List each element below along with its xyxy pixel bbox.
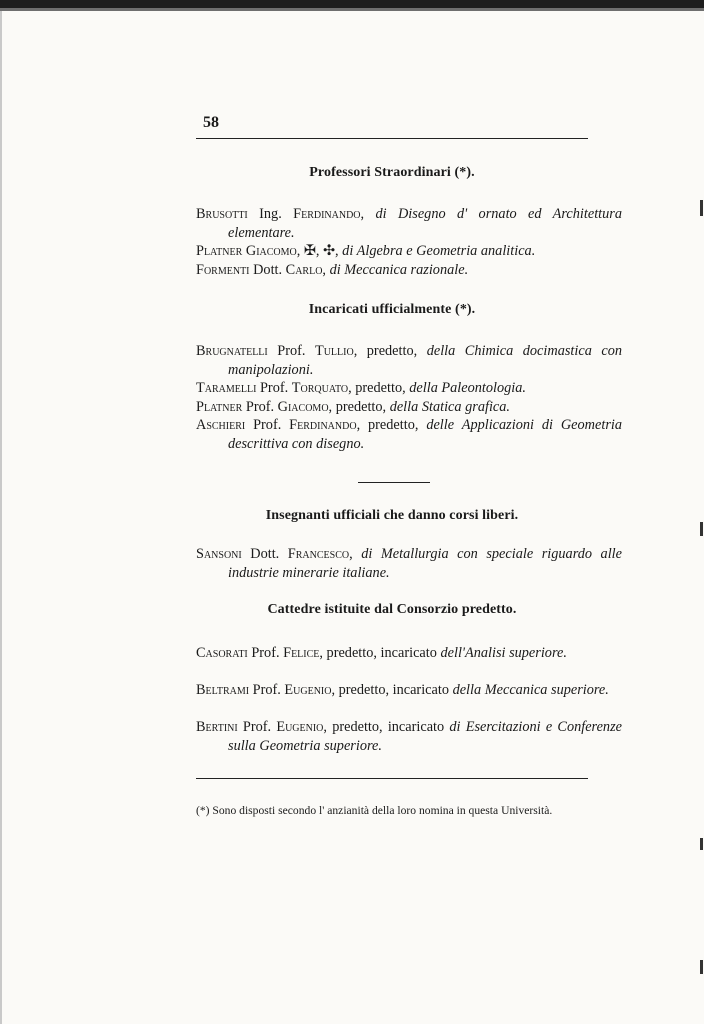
entry-surname: Bertini (196, 719, 238, 735)
entry-first-name: Francesco (287, 546, 350, 562)
entry-subject: di Esercitazioni e Conferenze sulla Geometria superiore. (228, 719, 622, 754)
section-heading: Professori Straordinari (*). (309, 165, 475, 180)
entry-first-name: Ferdinando (289, 417, 357, 433)
entry-title: Prof. (245, 417, 290, 433)
entry-title: Prof. (249, 682, 285, 698)
entry-title: Ing. (247, 206, 294, 222)
section-heading: Cattedre istituite dal Consorzio predetto. (267, 602, 517, 617)
entry (196, 205, 622, 242)
page-number: 58 (203, 114, 219, 131)
header-rule (196, 138, 588, 139)
entry-title: Prof. (256, 380, 292, 396)
entry-separator: , (360, 206, 376, 222)
entry (196, 261, 622, 280)
entry-title: Dott. (249, 262, 286, 278)
entry-separator: , predetto, (328, 399, 390, 415)
footnote-rule (196, 778, 588, 779)
entry-first-name: Ferdinando (293, 206, 361, 222)
entry-separator: , predetto, incaricato (331, 682, 453, 698)
entry-title: Dott. (241, 546, 288, 562)
entry-subject: dell'Analisi superiore. (440, 645, 567, 661)
entry-subject: della Statica grafica. (389, 399, 511, 415)
entry-first-name: Eugenio (276, 719, 324, 735)
entry-surname: Platner (196, 399, 243, 415)
entry (196, 718, 622, 755)
entry-surname: Formenti (196, 262, 250, 278)
entry-separator: , (322, 262, 330, 278)
section-divider (358, 482, 430, 483)
entry-subject: della Paleontologia. (409, 380, 526, 396)
entry-first-name: Carlo (285, 262, 323, 278)
entry-title: Prof. (242, 399, 278, 415)
footnote: (*) Sono disposti secondo l' anzianità della loro nomina in questa Università. (196, 804, 553, 817)
entry-first-name: Eugenio (284, 682, 332, 698)
entry-separator: , predetto, incaricato (319, 645, 441, 661)
entry-surname: Aschieri (196, 417, 246, 433)
entry-separator: , predetto, (356, 417, 427, 433)
entry-surname: Platner (196, 243, 243, 259)
entry-subject: di Metallurgia con speciale riguardo alle industrie minerarie italiane. (228, 546, 622, 581)
entry-title: Prof. (237, 719, 277, 735)
entry (196, 416, 622, 453)
entry (196, 242, 622, 261)
entry-subject: di Meccanica razionale. (329, 262, 469, 278)
entry-surname: Sansoni (196, 546, 242, 562)
entry-subject: della Chimica docimastica con manipolazioni. (228, 343, 623, 378)
entry (196, 681, 622, 700)
entry-subject: di Disegno d' ornato ed Architettura elementare. (228, 206, 623, 241)
section-heading: Incaricati ufficialmente (*). (308, 302, 476, 317)
entry (196, 644, 622, 663)
entry (196, 379, 622, 398)
entry-subject: di Algebra e Geometria analitica. (342, 243, 536, 259)
entry-first-name: Giacomo (245, 243, 297, 259)
entry-separator: , predetto, incaricato (323, 719, 450, 735)
entry-surname: Beltrami (196, 682, 250, 698)
entry-separator: , (349, 546, 362, 562)
entry-first-name: Torquato (291, 380, 349, 396)
section-heading: Insegnanti ufficiali che danno corsi liberi. (265, 508, 519, 523)
entry-separator: , ✠, ✣, (296, 243, 343, 259)
entry-surname: Taramelli (196, 380, 257, 396)
entry-first-name: Tullio (314, 343, 354, 359)
entry-title: Prof. (247, 645, 284, 661)
entry (196, 342, 622, 379)
entry (196, 398, 622, 417)
entry-subject: delle Applicazioni di Geometria descrittiva con disegno. (228, 417, 622, 452)
entry-surname: Brusotti (196, 206, 248, 222)
entry-first-name: Giacomo (277, 399, 329, 415)
entry-separator: , predetto, (353, 343, 427, 359)
entry-surname: Casorati (196, 645, 248, 661)
entry-subject: della Meccanica superiore. (452, 682, 609, 698)
entry-first-name: Felice (283, 645, 320, 661)
entry-surname: Brugnatelli (196, 343, 268, 359)
entry (196, 545, 622, 582)
entry-title: Prof. (267, 343, 315, 359)
entry-separator: , predetto, (348, 380, 410, 396)
